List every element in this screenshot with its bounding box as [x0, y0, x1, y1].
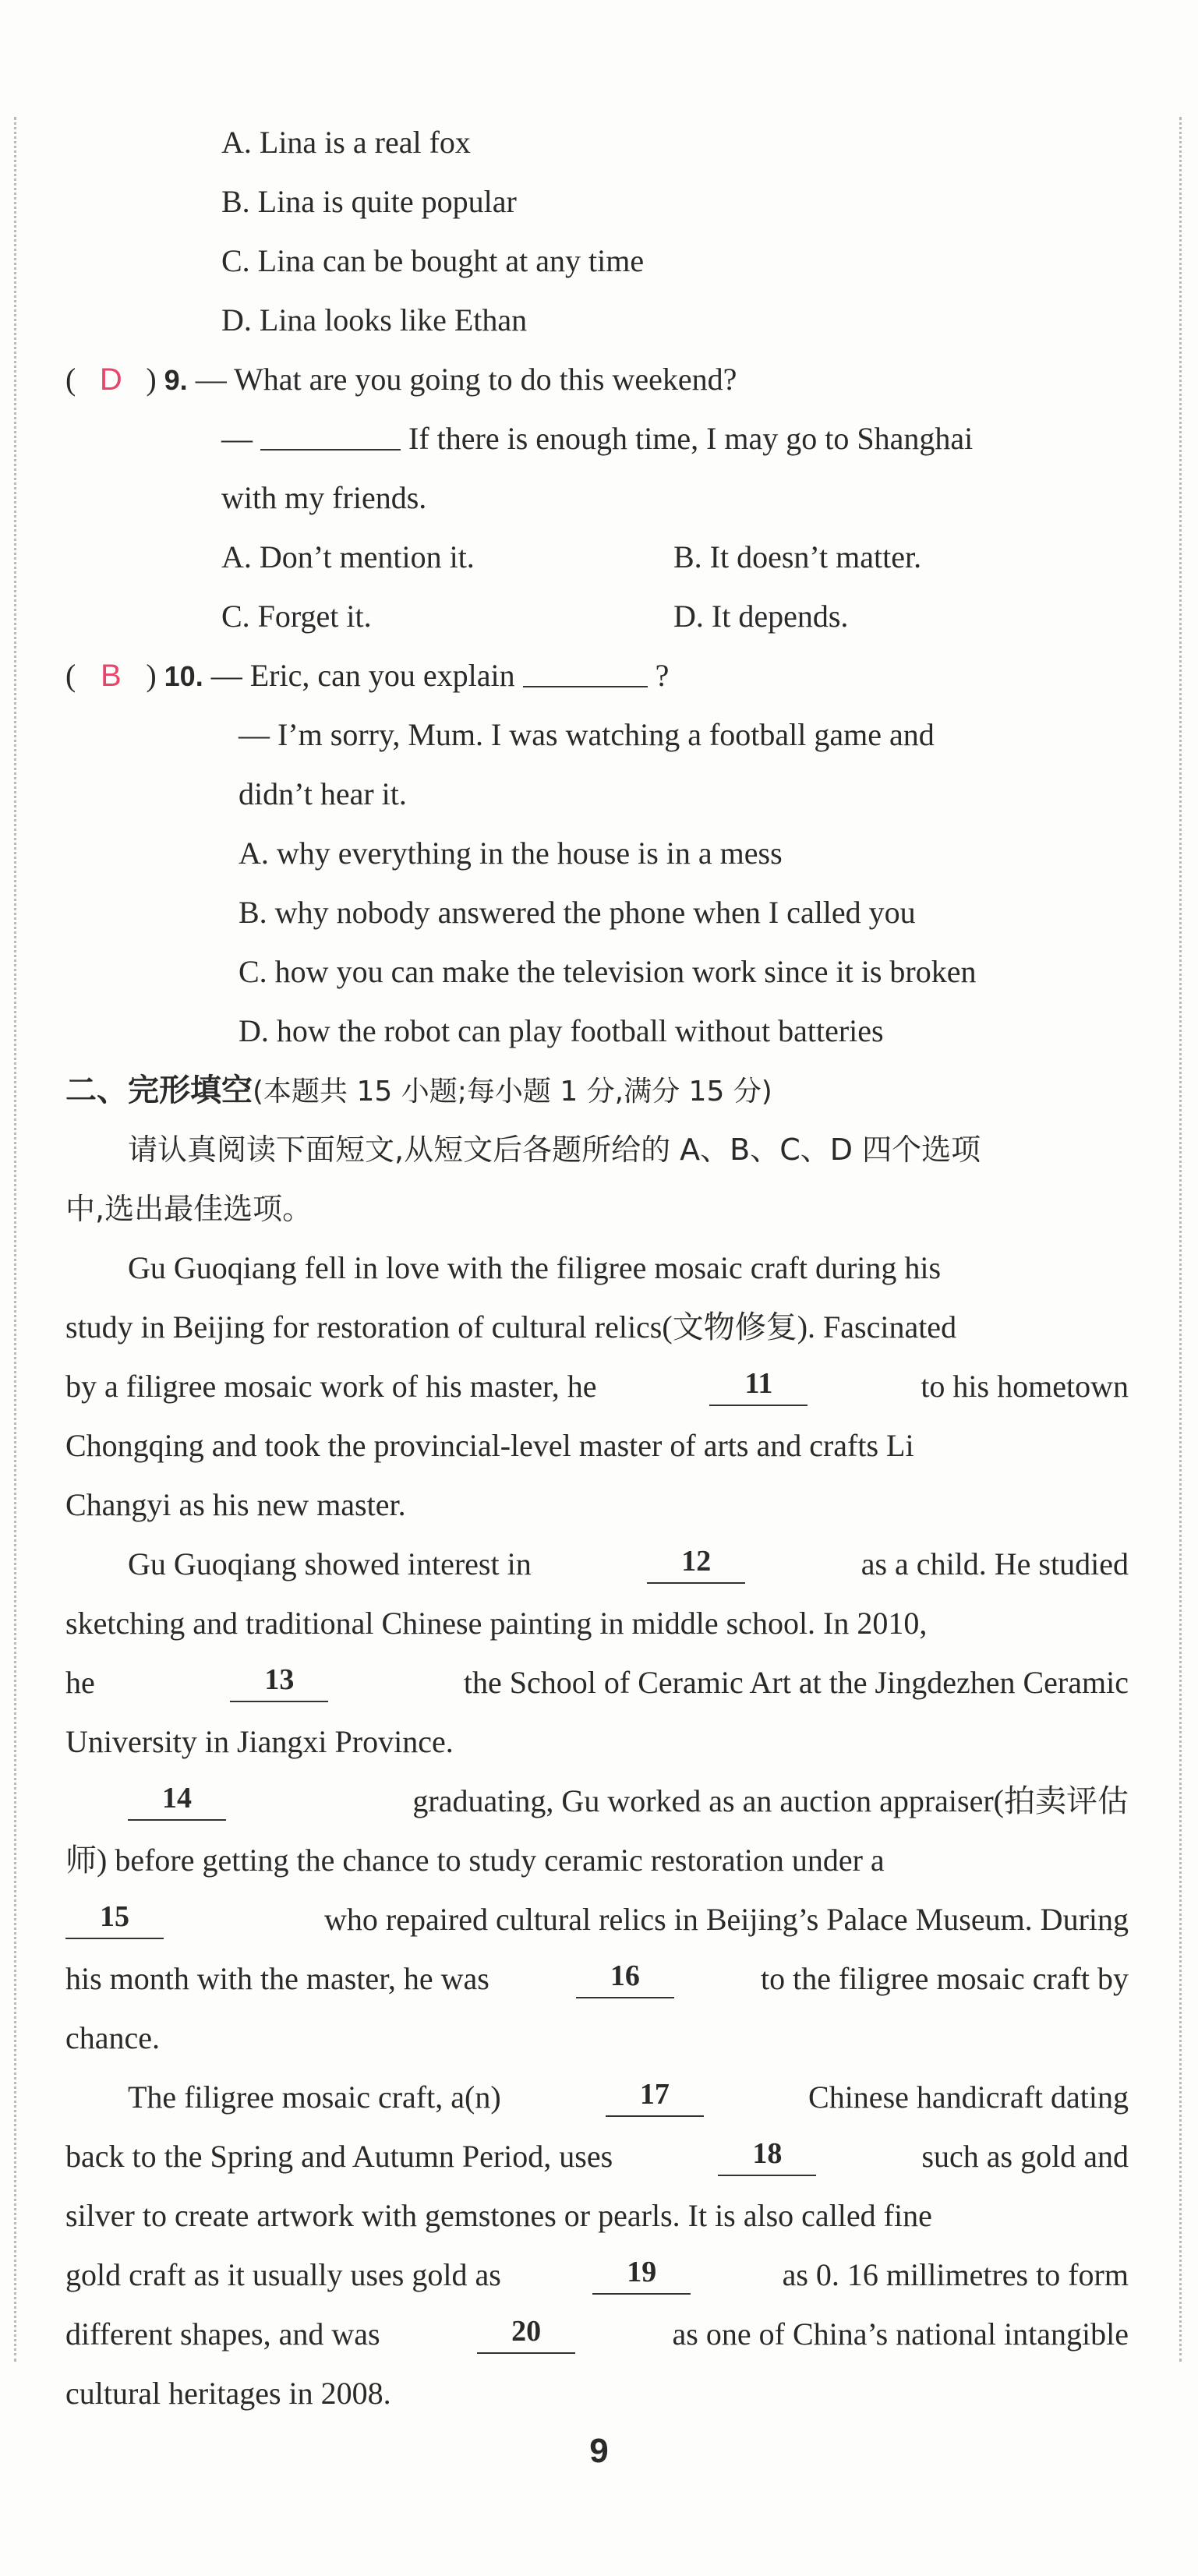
q10-reply-line2: didn’t hear it. [239, 776, 407, 811]
passage-p3-line5: chance. [65, 2020, 161, 2055]
q10-reply-line1: — I’m sorry, Mum. I was watching a football game and [239, 717, 935, 752]
passage-p1-line2: study in Beijing for restoration of cultural relics(文物修复). Fascinated [65, 1309, 957, 1345]
q8-option-d: D. Lina looks like Ethan [221, 302, 528, 337]
q10-option-c: C. how you can make the television work since it is broken [239, 954, 977, 989]
blank-16: 16 [576, 1959, 674, 1998]
passage-p1-line5: Changyi as his new master. [65, 1487, 406, 1522]
blank-18: 18 [718, 2137, 816, 2176]
blank-17: 17 [606, 2078, 704, 2117]
passage-p1-line4: Chongqing and took the provincial-level master of arts and crafts Li [65, 1428, 914, 1463]
section2-instruction-line1: 请认真阅读下面短文,从短文后各题所给的 A、B、C、D 四个选项 [128, 1133, 981, 1167]
q10-answer: B [100, 659, 122, 693]
right-margin-dotted-line [1179, 117, 1182, 2362]
q10-blank [523, 658, 648, 687]
blank-19: 19 [592, 2256, 691, 2295]
passage-p3-line3: 15 who repaired cultural relics in Beijing’s Palace Museum. During [65, 1900, 1129, 1939]
q9-answer: D [99, 362, 122, 397]
q10-option-d: D. how the robot can play football without batteries [239, 1013, 884, 1048]
passage-p4-line1: The filigree mosaic craft, a(n) 17 Chinese handicraft dating [128, 2078, 1129, 2117]
q9-reply-line1: — If there is enough time, I may go to Shanghai [221, 421, 974, 456]
passage-p1-line3: by a filigree mosaic work of his master, he 11 to his hometown [65, 1367, 1129, 1406]
q10-stem: ( B ) 10. — Eric, can you explain ? [65, 656, 669, 696]
passage-p4-line3: silver to create artwork with gemstones or pearls. It is also called fine [65, 2198, 932, 2233]
q8-option-c: C. Lina can be bought at any time [221, 243, 645, 278]
q10-option-a: A. why everything in the house is in a mess [239, 836, 783, 871]
passage-p2-line3: he 13 the School of Ceramic Art at the Jingdezhen Ceramic [65, 1663, 1129, 1702]
passage-p3-line4: his month with the master, he was 16 to the filigree mosaic craft by [65, 1959, 1129, 1998]
q9-number: 9. [164, 364, 188, 396]
blank-13: 13 [230, 1663, 328, 1702]
blank-12: 12 [647, 1545, 745, 1584]
passage-p3-line2: 师) before getting the chance to study ceramic restoration under a [65, 1843, 885, 1878]
q9-reply-line2: with my friends. [221, 480, 427, 515]
q8-option-a: A. Lina is a real fox [221, 125, 471, 160]
section2-instruction-line2: 中,选出最佳选项。 [65, 1192, 313, 1226]
blank-20: 20 [477, 2315, 575, 2354]
passage-p4-line6: cultural heritages in 2008. [65, 2376, 391, 2411]
q10-question: — Eric, can you explain [210, 658, 515, 693]
passage-p3-line1: 14 graduating, Gu worked as an auction appraiser(拍卖评估 [128, 1782, 1129, 1821]
passage-p4-line4: gold craft as it usually uses gold as 19 as 0. 16 millimetres to form [65, 2256, 1129, 2295]
passage-p2-line1: Gu Guoqiang showed interest in 12 as a child. He studied [128, 1545, 1129, 1584]
q9-question: — What are you going to do this weekend? [195, 362, 737, 397]
passage-p2-line4: University in Jiangxi Province. [65, 1724, 454, 1759]
page-number: 9 [589, 2432, 609, 2470]
blank-11: 11 [709, 1367, 808, 1406]
q9-blank [260, 421, 401, 451]
passage-p1-line1: Gu Guoqiang fell in love with the filigree mosaic craft during his [128, 1250, 942, 1285]
q8-option-b: B. Lina is quite popular [221, 184, 517, 219]
section2-heading: 二、完形填空(本题共 15 小题;每小题 1 分,满分 15 分) [65, 1072, 772, 1108]
q9-option-b: B. It doesn’t matter. [673, 539, 922, 574]
passage-p2-line2: sketching and traditional Chinese painting in middle school. In 2010, [65, 1606, 928, 1641]
q10-number: 10. [164, 660, 203, 692]
passage-p4-line5: different shapes, and was 20 as one of China’s national intangible [65, 2315, 1129, 2354]
blank-15: 15 [65, 1900, 164, 1939]
q9-option-d: D. It depends. [673, 599, 849, 634]
passage-p4-line2: back to the Spring and Autumn Period, uses 18 such as gold and [65, 2137, 1129, 2176]
q9-stem: ( D ) 9. — What are you going to do this weekend? [65, 360, 737, 400]
q9-option-c: C. Forget it. [221, 599, 372, 634]
left-margin-dotted-line [14, 117, 16, 2362]
blank-14: 14 [128, 1782, 226, 1821]
q10-option-b: B. why nobody answered the phone when I called you [239, 895, 916, 930]
q9-option-a: A. Don’t mention it. [221, 539, 475, 574]
